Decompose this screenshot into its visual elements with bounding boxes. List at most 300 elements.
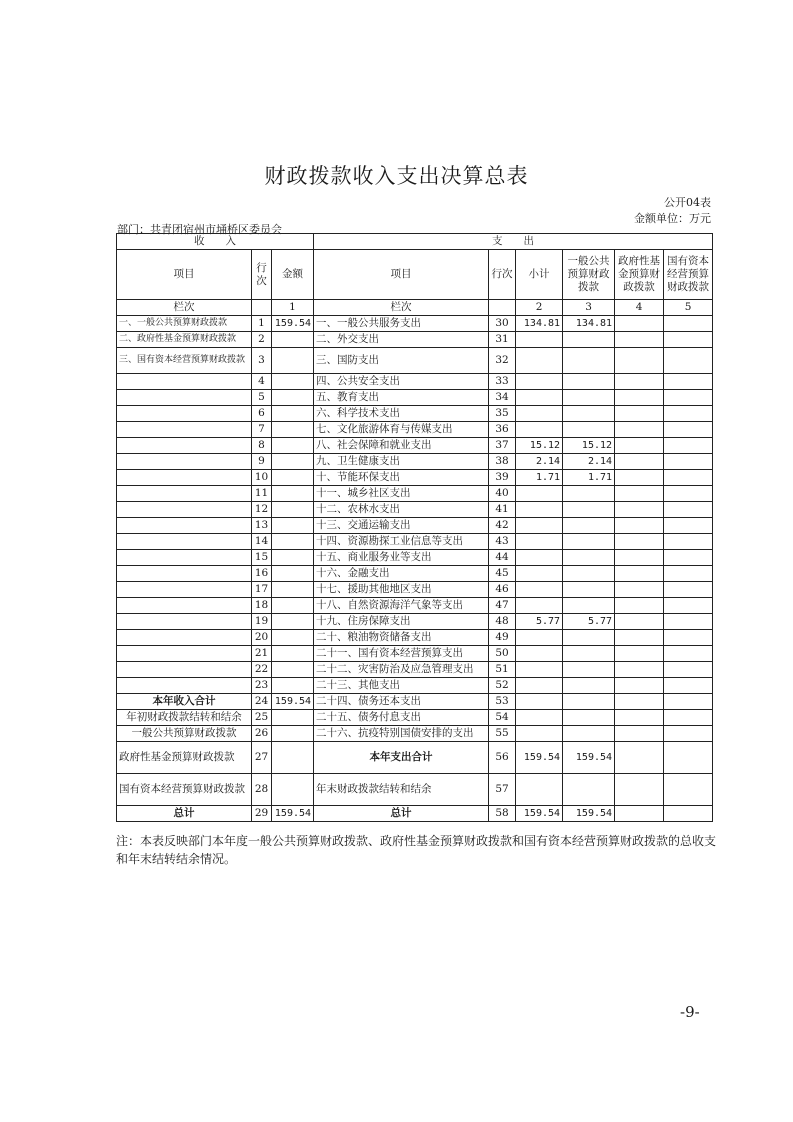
fund-budget-amount bbox=[615, 502, 664, 518]
expense-subtotal: 134.81 bbox=[516, 316, 563, 332]
income-row-number: 13 bbox=[252, 518, 272, 534]
expense-row-number: 53 bbox=[489, 694, 516, 710]
expense-row-number: 50 bbox=[489, 646, 516, 662]
general-budget-amount bbox=[563, 486, 615, 502]
table-row bbox=[117, 774, 713, 806]
table-row bbox=[117, 678, 713, 694]
income-row-number: 24 bbox=[252, 694, 272, 710]
general-budget-amount bbox=[563, 348, 615, 374]
expense-item: 一、一般公共服务支出 bbox=[314, 316, 489, 332]
state-capital-amount bbox=[664, 470, 713, 486]
expense-row-number: 44 bbox=[489, 550, 516, 566]
income-item: 政府性基金预算财政拨款 bbox=[117, 742, 252, 774]
income-item bbox=[117, 390, 252, 406]
expense-subtotal bbox=[516, 486, 563, 502]
fund-budget-amount bbox=[615, 438, 664, 454]
table-row bbox=[117, 422, 713, 438]
expense-subtotal bbox=[516, 662, 563, 678]
expense-subtotal bbox=[516, 332, 563, 348]
table-row bbox=[117, 486, 713, 502]
income-amount bbox=[272, 406, 314, 422]
page-title: 财政拨款收入支出决算总表 bbox=[264, 164, 529, 188]
income-item bbox=[117, 534, 252, 550]
general-budget-amount: 1.71 bbox=[563, 470, 615, 486]
fund-budget-amount bbox=[615, 598, 664, 614]
income-row-number: 5 bbox=[252, 390, 272, 406]
form-number: 公开04表 bbox=[664, 196, 711, 209]
table-row bbox=[117, 598, 713, 614]
state-capital-amount bbox=[664, 582, 713, 598]
expense-header: 支 出 bbox=[314, 234, 713, 250]
table-row bbox=[117, 630, 713, 646]
general-budget-amount: 159.54 bbox=[563, 742, 615, 774]
expense-item: 四、公共安全支出 bbox=[314, 374, 489, 390]
state-capital-amount bbox=[664, 726, 713, 742]
expense-row-number: 52 bbox=[489, 678, 516, 694]
table-row bbox=[117, 348, 713, 374]
general-budget-amount bbox=[563, 646, 615, 662]
income-header: 收 入 bbox=[117, 234, 314, 250]
general-budget-amount bbox=[563, 390, 615, 406]
table-row bbox=[117, 662, 713, 678]
fund-budget-amount bbox=[615, 406, 664, 422]
income-amount bbox=[272, 726, 314, 742]
footnote: 注：本表反映部门本年度一般公共预算财政拨款、政府性基金预算财政拨款和国有资本经营预算财政拨款的总收支和年末结转结余情况。 bbox=[116, 834, 717, 866]
expense-item: 二十五、债务付息支出 bbox=[314, 710, 489, 726]
expense-row-number: 32 bbox=[489, 348, 516, 374]
expense-subtotal bbox=[516, 710, 563, 726]
expense-row-number: 57 bbox=[489, 774, 516, 806]
state-capital-amount bbox=[664, 630, 713, 646]
col-label-right: 栏次 bbox=[314, 300, 489, 316]
expense-item: 总计 bbox=[314, 806, 489, 822]
expense-item: 八、社会保障和就业支出 bbox=[314, 438, 489, 454]
expense-subtotal bbox=[516, 678, 563, 694]
fund-budget-amount bbox=[615, 694, 664, 710]
expense-subtotal bbox=[516, 566, 563, 582]
income-item: 年初财政拨款结转和结余 bbox=[117, 710, 252, 726]
income-amount bbox=[272, 774, 314, 806]
expense-item: 二十三、其他支出 bbox=[314, 678, 489, 694]
amount-unit: 金额单位：万元 bbox=[634, 212, 711, 225]
income-amount bbox=[272, 486, 314, 502]
expense-item: 九、卫生健康支出 bbox=[314, 454, 489, 470]
fund-budget-amount bbox=[615, 332, 664, 348]
income-item: 一般公共预算财政拨款 bbox=[117, 726, 252, 742]
expense-item: 本年支出合计 bbox=[314, 742, 489, 774]
expense-item: 二、外交支出 bbox=[314, 332, 489, 348]
income-amount bbox=[272, 710, 314, 726]
income-amount bbox=[272, 422, 314, 438]
expense-row-number: 36 bbox=[489, 422, 516, 438]
income-item bbox=[117, 438, 252, 454]
state-capital-amount bbox=[664, 454, 713, 470]
income-amount: 159.54 bbox=[272, 694, 314, 710]
expense-subtotal bbox=[516, 582, 563, 598]
col-number-5: 5 bbox=[664, 300, 713, 316]
income-item bbox=[117, 678, 252, 694]
income-item: 一、一般公共预算财政拨款 bbox=[117, 316, 252, 332]
expense-row-number: 42 bbox=[489, 518, 516, 534]
table-row bbox=[117, 742, 713, 774]
income-row-number: 27 bbox=[252, 742, 272, 774]
expense-row-number: 39 bbox=[489, 470, 516, 486]
fund-budget-header: 政府性基金预算财政拨款 bbox=[615, 250, 664, 300]
income-amount bbox=[272, 534, 314, 550]
income-row-number: 29 bbox=[252, 806, 272, 822]
income-item bbox=[117, 518, 252, 534]
income-amount-header: 金额 bbox=[272, 250, 314, 300]
fund-budget-amount bbox=[615, 390, 664, 406]
fund-budget-amount bbox=[615, 710, 664, 726]
income-amount bbox=[272, 454, 314, 470]
expense-item: 十八、自然资源海洋气象等支出 bbox=[314, 598, 489, 614]
expense-item: 六、科学技术支出 bbox=[314, 406, 489, 422]
income-amount bbox=[272, 662, 314, 678]
income-item-header: 项目 bbox=[117, 250, 252, 300]
fund-budget-amount bbox=[615, 470, 664, 486]
state-capital-amount bbox=[664, 316, 713, 332]
income-row-number: 21 bbox=[252, 646, 272, 662]
state-capital-amount bbox=[664, 390, 713, 406]
general-budget-amount bbox=[563, 774, 615, 806]
income-row-number: 3 bbox=[252, 348, 272, 374]
expense-item: 年末财政拨款结转和结余 bbox=[314, 774, 489, 806]
expense-row-number: 35 bbox=[489, 406, 516, 422]
general-budget-amount: 134.81 bbox=[563, 316, 615, 332]
table-row bbox=[117, 694, 713, 710]
fund-budget-amount bbox=[615, 374, 664, 390]
state-capital-amount bbox=[664, 348, 713, 374]
expense-subtotal bbox=[516, 518, 563, 534]
expense-subtotal: 159.54 bbox=[516, 806, 563, 822]
expense-row-number: 45 bbox=[489, 566, 516, 582]
expense-subtotal bbox=[516, 694, 563, 710]
fund-budget-amount bbox=[615, 518, 664, 534]
expense-row-number: 43 bbox=[489, 534, 516, 550]
expense-subtotal bbox=[516, 422, 563, 438]
table-row bbox=[117, 582, 713, 598]
general-budget-header: 一般公共预算财政拨款 bbox=[563, 250, 615, 300]
col-number-3: 3 bbox=[563, 300, 615, 316]
state-capital-header: 国有资本经营预算财政拨款 bbox=[664, 250, 713, 300]
general-budget-amount bbox=[563, 534, 615, 550]
income-amount bbox=[272, 374, 314, 390]
income-amount bbox=[272, 742, 314, 774]
header-row-columns bbox=[117, 250, 713, 300]
table-row bbox=[117, 406, 713, 422]
income-row-number: 26 bbox=[252, 726, 272, 742]
total-row bbox=[117, 806, 713, 822]
state-capital-amount bbox=[664, 694, 713, 710]
income-amount bbox=[272, 646, 314, 662]
income-row-number: 19 bbox=[252, 614, 272, 630]
state-capital-amount bbox=[664, 550, 713, 566]
table-row bbox=[117, 454, 713, 470]
table-row bbox=[117, 502, 713, 518]
fund-budget-amount bbox=[615, 726, 664, 742]
fund-budget-amount bbox=[615, 774, 664, 806]
expense-row-number: 56 bbox=[489, 742, 516, 774]
expense-subtotal bbox=[516, 774, 563, 806]
fund-budget-amount bbox=[615, 662, 664, 678]
expense-subtotal bbox=[516, 630, 563, 646]
expense-item: 十九、住房保障支出 bbox=[314, 614, 489, 630]
expense-row-number: 37 bbox=[489, 438, 516, 454]
col-label-left: 栏次 bbox=[117, 300, 252, 316]
general-budget-amount bbox=[563, 406, 615, 422]
income-row-number: 20 bbox=[252, 630, 272, 646]
state-capital-amount bbox=[664, 332, 713, 348]
column-number-row bbox=[117, 300, 713, 316]
table-row bbox=[117, 534, 713, 550]
expense-subtotal: 1.71 bbox=[516, 470, 563, 486]
state-capital-amount bbox=[664, 598, 713, 614]
income-row-number: 1 bbox=[252, 316, 272, 332]
income-amount bbox=[272, 582, 314, 598]
income-row-number: 12 bbox=[252, 502, 272, 518]
expense-subtotal bbox=[516, 374, 563, 390]
general-budget-amount bbox=[563, 566, 615, 582]
table-row bbox=[117, 726, 713, 742]
fund-budget-amount bbox=[615, 422, 664, 438]
expense-row-number: 49 bbox=[489, 630, 516, 646]
expense-item: 十二、农林水支出 bbox=[314, 502, 489, 518]
table-row bbox=[117, 470, 713, 486]
income-item bbox=[117, 598, 252, 614]
subtotal-header: 小计 bbox=[516, 250, 563, 300]
expense-subtotal: 5.77 bbox=[516, 614, 563, 630]
expense-item: 十四、资源勘探工业信息等支出 bbox=[314, 534, 489, 550]
fund-budget-amount bbox=[615, 678, 664, 694]
income-row-number: 14 bbox=[252, 534, 272, 550]
income-row-number: 16 bbox=[252, 566, 272, 582]
general-budget-amount bbox=[563, 662, 615, 678]
income-amount bbox=[272, 332, 314, 348]
expense-row-number: 34 bbox=[489, 390, 516, 406]
expense-item: 十三、交通运输支出 bbox=[314, 518, 489, 534]
general-budget-amount bbox=[563, 518, 615, 534]
income-amount: 159.54 bbox=[272, 316, 314, 332]
income-row-number: 7 bbox=[252, 422, 272, 438]
income-item bbox=[117, 486, 252, 502]
state-capital-amount bbox=[664, 422, 713, 438]
fund-budget-amount bbox=[615, 630, 664, 646]
income-amount bbox=[272, 614, 314, 630]
income-item: 总计 bbox=[117, 806, 252, 822]
state-capital-amount bbox=[664, 566, 713, 582]
general-budget-amount bbox=[563, 332, 615, 348]
header-row-section bbox=[117, 234, 713, 250]
col-number-2: 2 bbox=[516, 300, 563, 316]
income-row-number: 23 bbox=[252, 678, 272, 694]
fund-budget-amount bbox=[615, 646, 664, 662]
expense-item: 十六、金融支出 bbox=[314, 566, 489, 582]
income-item bbox=[117, 374, 252, 390]
state-capital-amount bbox=[664, 662, 713, 678]
expense-item: 七、文化旅游体育与传媒支出 bbox=[314, 422, 489, 438]
col-number-4: 4 bbox=[615, 300, 664, 316]
income-amount bbox=[272, 470, 314, 486]
income-item bbox=[117, 406, 252, 422]
income-item: 本年收入合计 bbox=[117, 694, 252, 710]
income-amount bbox=[272, 390, 314, 406]
income-row-number: 6 bbox=[252, 406, 272, 422]
expense-subtotal bbox=[516, 646, 563, 662]
expense-row-number: 38 bbox=[489, 454, 516, 470]
income-row-number: 10 bbox=[252, 470, 272, 486]
income-amount bbox=[272, 630, 314, 646]
expense-row-number: 41 bbox=[489, 502, 516, 518]
state-capital-amount bbox=[664, 502, 713, 518]
expense-subtotal bbox=[516, 390, 563, 406]
expense-item: 二十二、灾害防治及应急管理支出 bbox=[314, 662, 489, 678]
income-row-number: 17 bbox=[252, 582, 272, 598]
income-row-number: 25 bbox=[252, 710, 272, 726]
table-row bbox=[117, 390, 713, 406]
income-item bbox=[117, 630, 252, 646]
col-blank bbox=[252, 300, 272, 316]
fund-budget-amount bbox=[615, 316, 664, 332]
general-budget-amount bbox=[563, 422, 615, 438]
income-row-number: 8 bbox=[252, 438, 272, 454]
table-row bbox=[117, 710, 713, 726]
expense-row-number: 40 bbox=[489, 486, 516, 502]
expense-item: 十五、商业服务业等支出 bbox=[314, 550, 489, 566]
col-blank bbox=[489, 300, 516, 316]
department-label: 部门：共青团宿州市埇桥区委员会 bbox=[117, 223, 282, 236]
state-capital-amount bbox=[664, 406, 713, 422]
income-item bbox=[117, 454, 252, 470]
income-row-header: 行次 bbox=[252, 250, 272, 300]
expense-item: 五、教育支出 bbox=[314, 390, 489, 406]
table-row bbox=[117, 614, 713, 630]
income-amount: 159.54 bbox=[272, 806, 314, 822]
fund-budget-amount bbox=[615, 534, 664, 550]
state-capital-amount bbox=[664, 534, 713, 550]
expense-item: 二十六、抗疫特别国债安排的支出 bbox=[314, 726, 489, 742]
expense-row-number: 33 bbox=[489, 374, 516, 390]
general-budget-amount bbox=[563, 502, 615, 518]
general-budget-amount bbox=[563, 726, 615, 742]
table-row bbox=[117, 646, 713, 662]
expense-subtotal bbox=[516, 550, 563, 566]
income-item bbox=[117, 550, 252, 566]
table-row bbox=[117, 438, 713, 454]
fund-budget-amount bbox=[615, 806, 664, 822]
expense-row-number: 55 bbox=[489, 726, 516, 742]
col-number-1: 1 bbox=[272, 300, 314, 316]
expense-subtotal bbox=[516, 348, 563, 374]
table-row bbox=[117, 316, 713, 332]
expense-subtotal bbox=[516, 534, 563, 550]
table-row bbox=[117, 332, 713, 348]
general-budget-amount: 5.77 bbox=[563, 614, 615, 630]
expense-row-number: 46 bbox=[489, 582, 516, 598]
state-capital-amount bbox=[664, 646, 713, 662]
income-row-number: 28 bbox=[252, 774, 272, 806]
expense-subtotal bbox=[516, 406, 563, 422]
general-budget-amount bbox=[563, 550, 615, 566]
expense-subtotal bbox=[516, 726, 563, 742]
expense-item: 二十四、债务还本支出 bbox=[314, 694, 489, 710]
expense-row-number: 47 bbox=[489, 598, 516, 614]
fund-budget-amount bbox=[615, 486, 664, 502]
income-item: 二、政府性基金预算财政拨款 bbox=[117, 332, 252, 348]
fund-budget-amount bbox=[615, 550, 664, 566]
general-budget-amount bbox=[563, 374, 615, 390]
fund-budget-amount bbox=[615, 582, 664, 598]
general-budget-amount bbox=[563, 582, 615, 598]
expense-item-header: 项目 bbox=[314, 250, 489, 300]
table-row bbox=[117, 518, 713, 534]
expense-item: 十一、城乡社区支出 bbox=[314, 486, 489, 502]
state-capital-amount bbox=[664, 678, 713, 694]
income-item bbox=[117, 502, 252, 518]
fund-budget-amount bbox=[615, 348, 664, 374]
expense-row-number: 54 bbox=[489, 710, 516, 726]
general-budget-amount bbox=[563, 710, 615, 726]
general-budget-amount bbox=[563, 678, 615, 694]
general-budget-amount bbox=[563, 694, 615, 710]
income-amount bbox=[272, 678, 314, 694]
income-amount bbox=[272, 550, 314, 566]
income-item bbox=[117, 662, 252, 678]
income-item: 国有资本经营预算财政拨款 bbox=[117, 774, 252, 806]
income-item bbox=[117, 422, 252, 438]
expense-item: 十、节能环保支出 bbox=[314, 470, 489, 486]
general-budget-amount: 2.14 bbox=[563, 454, 615, 470]
expense-subtotal bbox=[516, 502, 563, 518]
finance-table bbox=[116, 233, 713, 822]
expense-item: 二十一、国有资本经营预算支出 bbox=[314, 646, 489, 662]
state-capital-amount bbox=[664, 438, 713, 454]
income-item bbox=[117, 646, 252, 662]
state-capital-amount bbox=[664, 806, 713, 822]
income-row-number: 2 bbox=[252, 332, 272, 348]
expense-item: 二十、粮油物资储备支出 bbox=[314, 630, 489, 646]
table-row bbox=[117, 550, 713, 566]
fund-budget-amount bbox=[615, 454, 664, 470]
general-budget-amount bbox=[563, 630, 615, 646]
income-row-number: 4 bbox=[252, 374, 272, 390]
income-row-number: 9 bbox=[252, 454, 272, 470]
state-capital-amount bbox=[664, 486, 713, 502]
income-amount bbox=[272, 348, 314, 374]
state-capital-amount bbox=[664, 518, 713, 534]
state-capital-amount bbox=[664, 374, 713, 390]
income-amount bbox=[272, 438, 314, 454]
table-row bbox=[117, 374, 713, 390]
income-item: 三、国有资本经营预算财政拨款 bbox=[117, 348, 252, 374]
state-capital-amount bbox=[664, 614, 713, 630]
income-row-number: 11 bbox=[252, 486, 272, 502]
fund-budget-amount bbox=[615, 566, 664, 582]
expense-row-header: 行次 bbox=[489, 250, 516, 300]
income-row-number: 18 bbox=[252, 598, 272, 614]
income-item bbox=[117, 582, 252, 598]
fund-budget-amount bbox=[615, 742, 664, 774]
expense-subtotal: 15.12 bbox=[516, 438, 563, 454]
fund-budget-amount bbox=[615, 614, 664, 630]
income-row-number: 22 bbox=[252, 662, 272, 678]
state-capital-amount bbox=[664, 742, 713, 774]
table-row bbox=[117, 566, 713, 582]
income-item bbox=[117, 614, 252, 630]
general-budget-amount: 159.54 bbox=[563, 806, 615, 822]
expense-row-number: 58 bbox=[489, 806, 516, 822]
expense-row-number: 51 bbox=[489, 662, 516, 678]
